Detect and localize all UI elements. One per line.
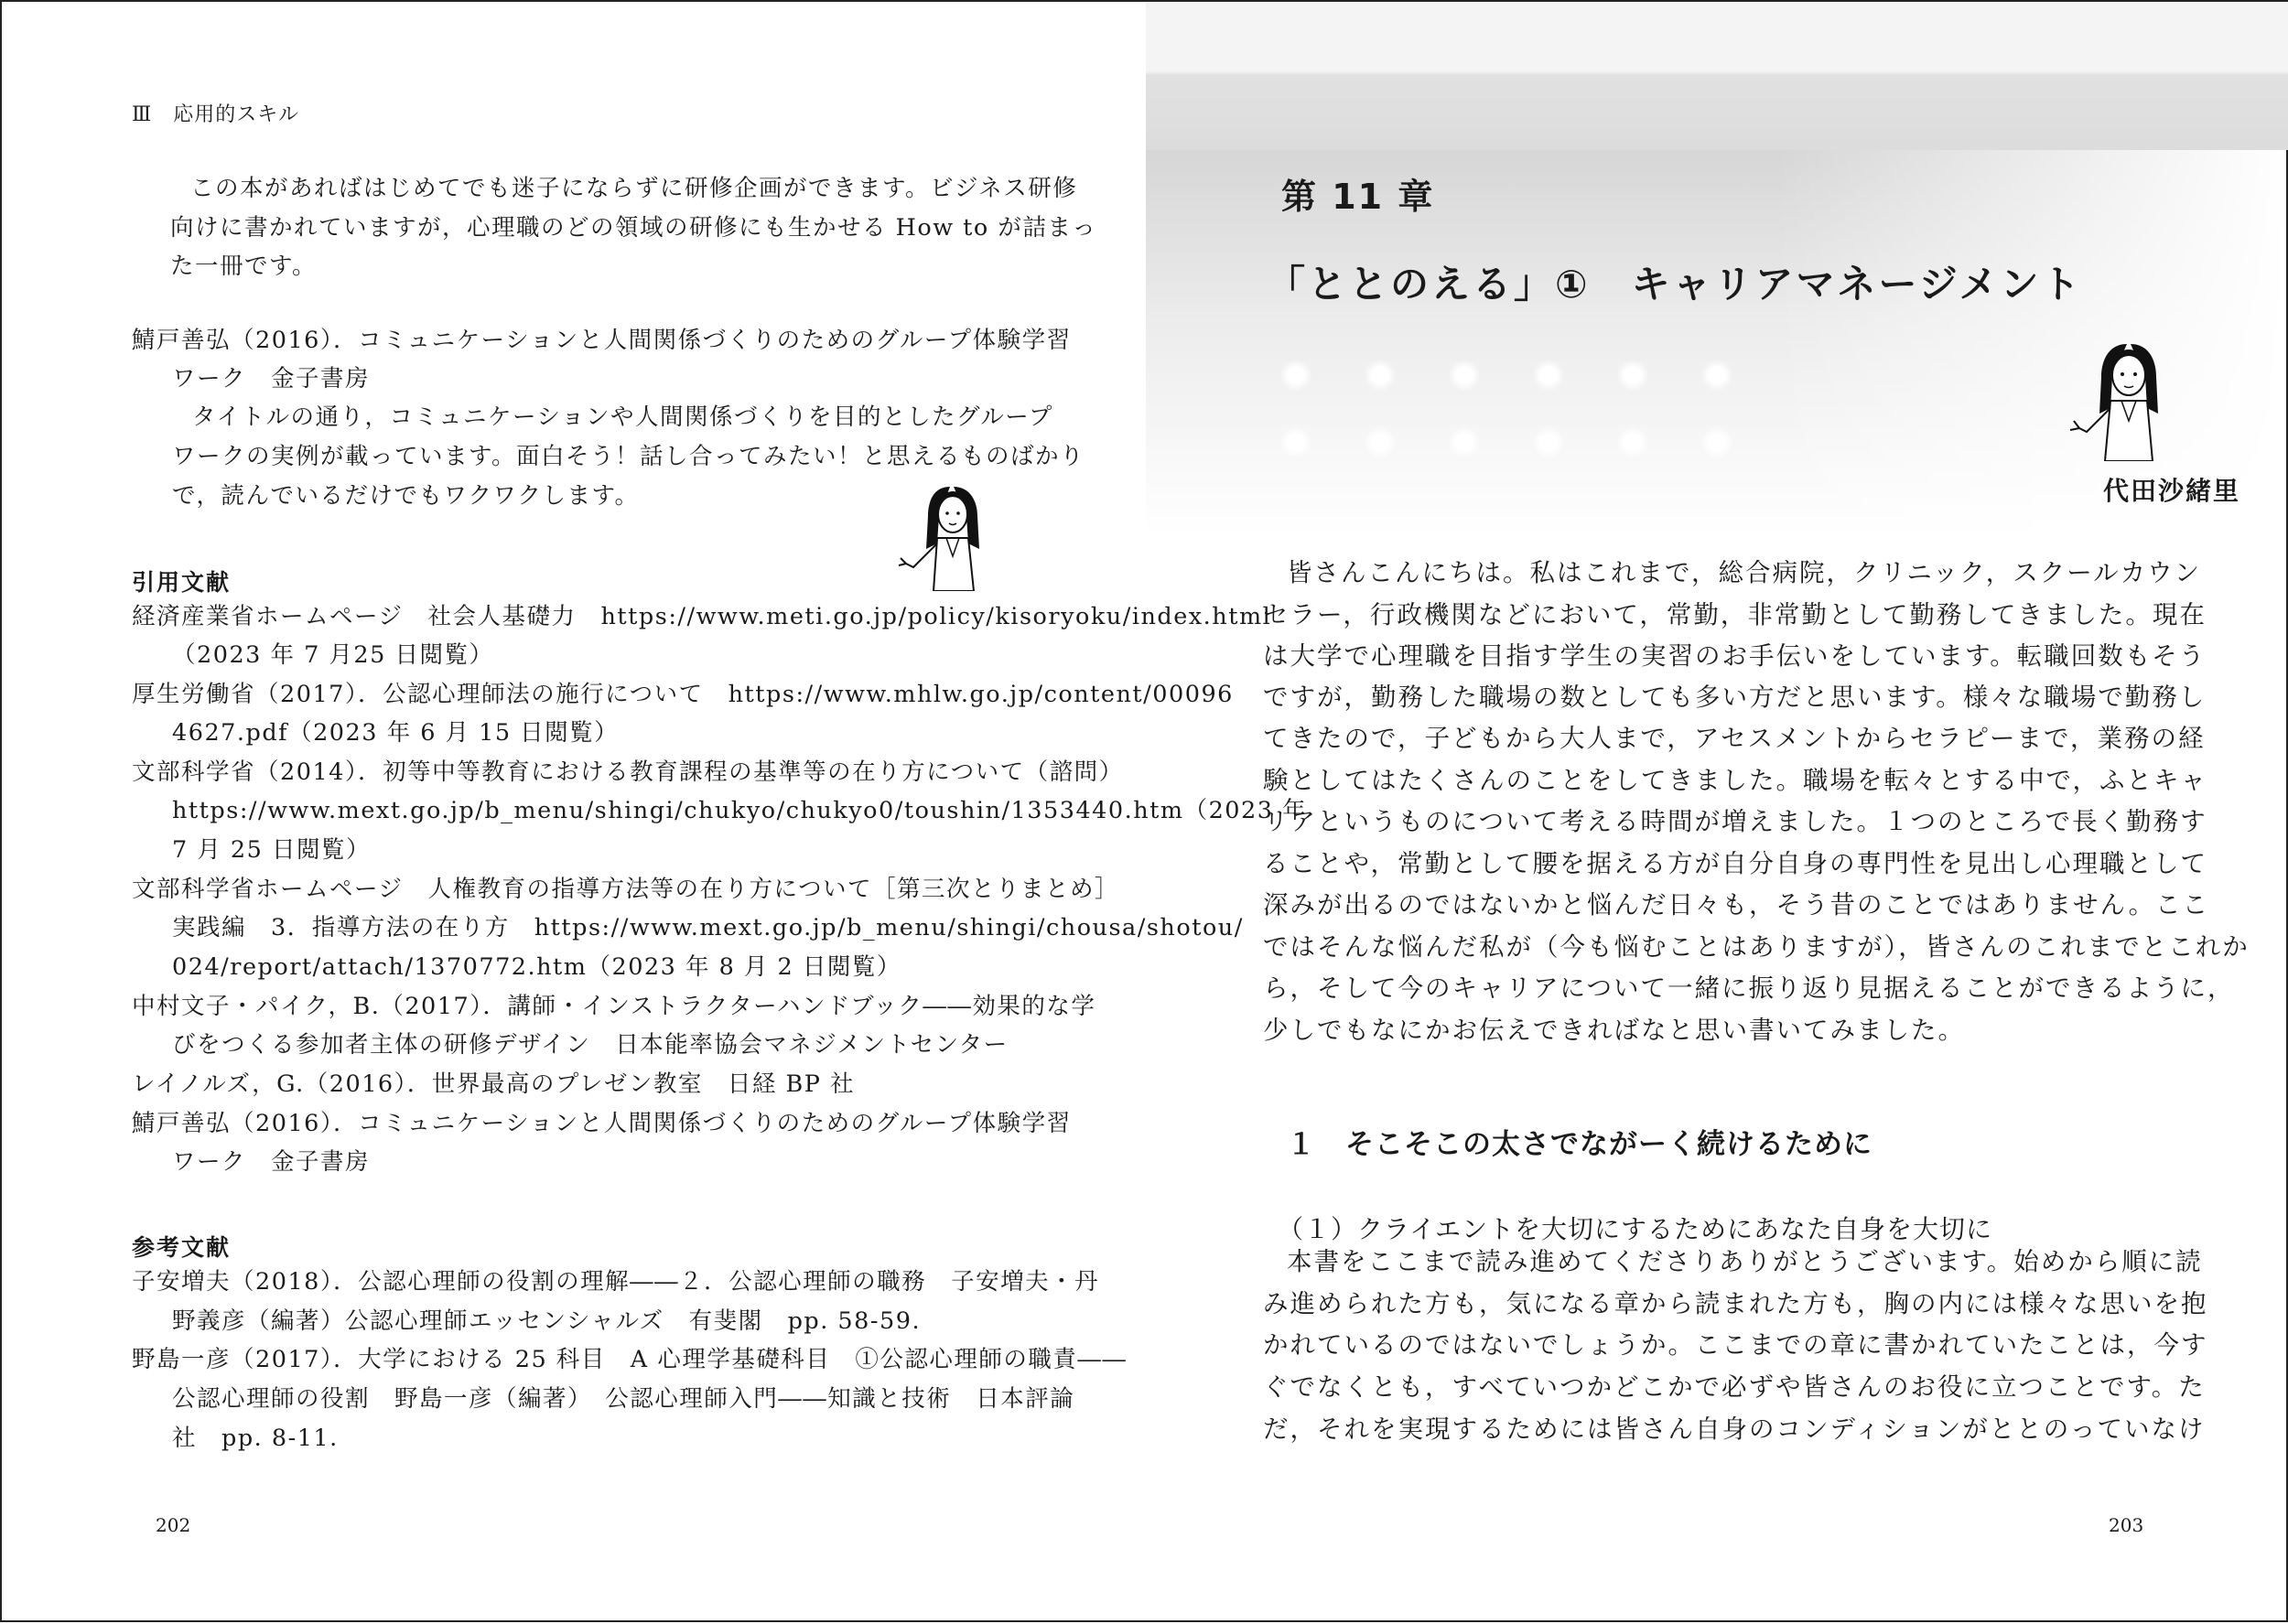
intro-line: ることや，常勤として腰を据える方が自分自身の専門性を見出し心理職として <box>1263 849 2207 878</box>
intro-line: 皆さんこんにちは。私はこれまで，総合病院，クリニック，スクールカウン <box>1287 558 2202 587</box>
left-page <box>2 2 1308 1624</box>
cited-line: 厚生労働省（2017）．公認心理師法の施行について https://www.mhlw.go.jp/content/00096 <box>132 681 1234 708</box>
cited-line: https://www.mext.go.jp/b_menu/shingi/chukyo/chukyo0/toushin/1353440.htm（2023 年 <box>172 797 1308 824</box>
book-ref-line: タイトルの通り，コミュニケーションや人間関係づくりを目的としたグループ <box>192 403 1053 431</box>
cited-line: レイノルズ，G.（2016）．世界最高のプレゼン教室 日経 BP 社 <box>132 1070 855 1098</box>
intro-line: 少しでもなにかお伝えできればなと思い書いてみました。 <box>1263 1016 1965 1045</box>
intro-line: た一冊です。 <box>170 253 317 280</box>
cited-line: 文部科学省（2014）．初等中等教育における教育課程の基準等の在り方について（諮問） <box>132 758 1124 786</box>
book-ref-line: ワークの実例が載っています。面白そう！話し合ってみたい！と思えるものばかり <box>172 443 1085 470</box>
cited-line: 実践編 3．指導方法の在り方 https://www.mext.go.jp/b_menu/shingi/chousa/shotou/ <box>172 914 1244 941</box>
page-number: 203 <box>2109 1514 2144 1536</box>
reference-line: 野義彦（編著）公認心理師エッセンシャルズ 有斐閣 pp. 58-59. <box>172 1307 922 1335</box>
intro-line: 深みが出るのではないかと悩んだ日々も，そう昔のことではありません。ここ <box>1263 890 2210 920</box>
reference-line: 社 pp. 8-11. <box>172 1425 339 1452</box>
decorative-dot <box>1448 426 1481 459</box>
cited-line: 024/report/attach/1370772.htm（2023 年 8 月 2 日閲覧） <box>172 953 901 981</box>
cited-line: 4627.pdf（2023 年 6 月 15 日閲覧） <box>172 719 620 747</box>
right-page <box>1146 2 2288 1624</box>
decorative-dot <box>1364 359 1397 392</box>
cited-line: 文部科学省ホームページ 人権教育の指導方法等の在り方について［第三次とりまとめ］ <box>132 876 1119 903</box>
intro-line: セラー，行政機関などにおいて，常勤，非常勤として勤務してきました。現在 <box>1263 600 2207 629</box>
intro-line: リアというものについて考える時間が増えました。１つのところで長く勤務す <box>1263 807 2207 836</box>
chapter-number: 第 11 章 <box>1281 177 1435 217</box>
reference-line: 子安増夫（2018）．公認心理師の役割の理解――２．公認心理師の職務 子安増夫・丹 <box>132 1268 1100 1296</box>
intro-line: は大学で心理職を目指す学生の実習のお手伝いをしています。転職回数もそう <box>1263 641 2207 671</box>
decorative-dot <box>1616 359 1649 392</box>
chapter-header-band <box>1146 2 2288 150</box>
decorative-dot <box>1700 359 1733 392</box>
chapter-title: 「ととのえる」① キャリアマネージメント <box>1267 262 2083 307</box>
cited-line: ワーク 金子書房 <box>172 1148 371 1176</box>
subsection-heading: （１）クライエントを大切にするためにあなた自身を大切に <box>1278 1214 1993 1244</box>
body-line: み進められた方も，気になる章から読まれた方も，胸の内には様々な思いを抱 <box>1263 1289 2208 1318</box>
running-head: Ⅲ 応用的スキル <box>132 103 299 126</box>
book-ref-line: 鯖戸善弘（2016）．コミュニケーションと人間関係づくりのためのグループ体験学習 <box>132 327 1072 354</box>
decorative-dot <box>1279 426 1312 459</box>
page-number: 202 <box>156 1514 191 1536</box>
section-heading: １ そこそこの太さでながーく続けるために <box>1287 1128 1872 1161</box>
decorative-dot <box>1616 426 1649 459</box>
book-ref-line: で，読んでいるだけでもワクワクします。 <box>172 482 640 510</box>
reference-line: 公認心理師の役割 野島一彦（編著） 公認心理師入門――知識と技術 日本評論 <box>172 1385 1075 1413</box>
intro-line: ですが，勤務した職場の数としても多い方だと思います。様々な職場で勤務し <box>1263 683 2207 712</box>
decorative-dot <box>1532 359 1565 392</box>
cited-heading: 引用文献 <box>132 569 232 596</box>
decorative-dot <box>1279 359 1312 392</box>
cited-line: びをつくる参加者主体の研修デザイン 日本能率協会マネジメントセンター <box>172 1031 1009 1059</box>
body-line: だ，それを実現するためには皆さん自身のコンディションがととのっていなけ <box>1263 1414 2206 1444</box>
body-line: かれているのではないでしょうか。ここまでの章に書かれていたことは，今す <box>1263 1330 2208 1360</box>
cited-line: 経済産業省ホームページ 社会人基礎力 https://www.meti.go.jp/policy/kisoryoku/index.html <box>132 603 1272 630</box>
author-name: 代田沙緒里 <box>2102 476 2240 506</box>
reference-heading: 参考文献 <box>132 1234 232 1261</box>
body-line: ぐでなくとも，すべていつかどこかで必ずや皆さんのお役に立つことです。た <box>1263 1372 2206 1402</box>
decorative-dot <box>1532 426 1565 459</box>
author-portrait-illustration <box>2061 337 2189 461</box>
intro-line: てきたので，子どもから大人まで，アセスメントからセラピーまで，業務の経 <box>1263 724 2206 753</box>
intro-line: ではそんな悩んだ私が（今も悩むことはありますが），皆さんのこれまでとこれか <box>1263 932 2250 962</box>
cited-line: 中村文子・パイク，B.（2017）．講師・インストラクターハンドブック――効果的な学 <box>132 993 1096 1020</box>
cited-line: 鯖戸善弘（2016）．コミュニケーションと人間関係づくりのためのグループ体験学習 <box>132 1110 1072 1137</box>
cited-line: （2023 年 7 月25 日閲覧） <box>172 641 494 669</box>
reference-line: 野島一彦（2017）．大学における 25 科目 A 心理学基礎科目 ①公認心理師の職責―― <box>132 1346 1128 1373</box>
body-line: 本書をここまで読み進めてくださりありがとうございます。始めから順に読 <box>1287 1247 2203 1276</box>
intro-line: 験としてはたくさんのことをしてきました。職場を転々とする中で，ふとキャ <box>1263 766 2207 795</box>
intro-line: 向けに書かれていますが，心理職のどの領域の研修にも生かせる How to が詰まっ <box>170 214 1097 242</box>
decorative-dot <box>1448 359 1481 392</box>
decorative-dot <box>1364 426 1397 459</box>
intro-line: この本があればはじめてでも迷子にならずに研修企画ができます。ビジネス研修 <box>190 175 1078 202</box>
decorative-dot <box>1700 426 1733 459</box>
book-ref-line: ワーク 金子書房 <box>172 365 371 393</box>
intro-line: ら，そして今のキャリアについて一緒に振り返り見据えることができるように， <box>1263 973 2235 1003</box>
cited-line: 7 月 25 日閲覧） <box>172 836 371 864</box>
presenter-illustration <box>897 479 1012 591</box>
